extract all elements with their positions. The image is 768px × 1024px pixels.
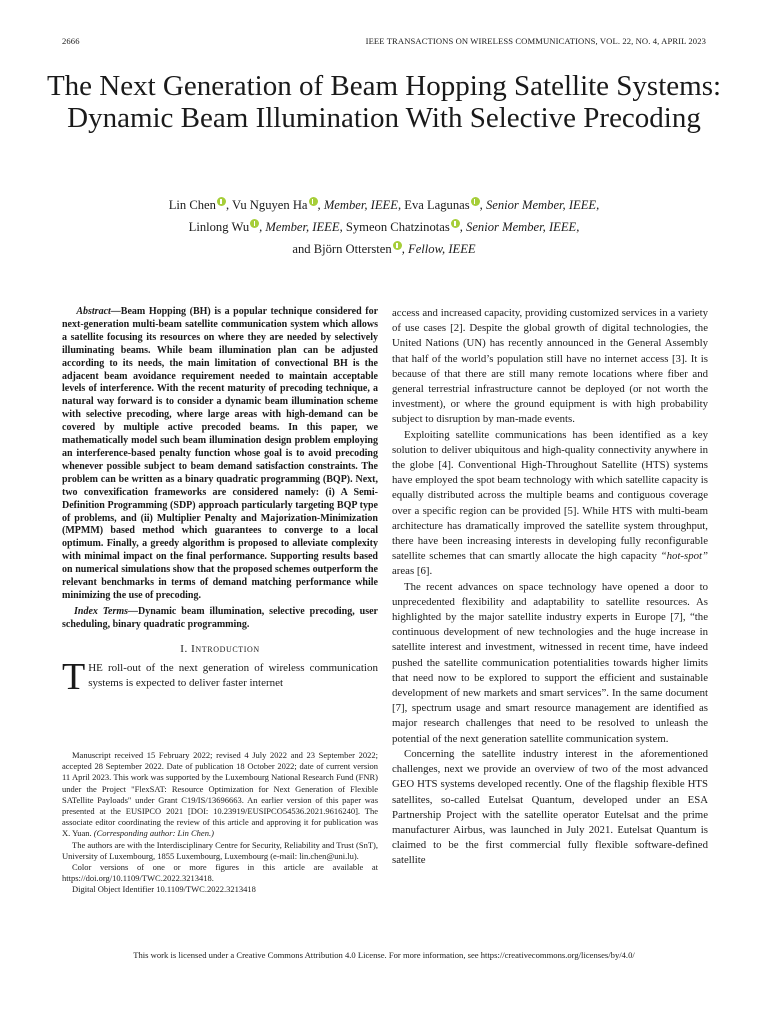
author-line-2 [40, 216, 728, 238]
abstract-text: Beam Hopping (BH) is a popular technique considered for next-generation multi-beam satellite communication system which allows a satellite focusing its resources on where they are needed by selectively illuminating beams. While beam illumination plan can be adjusted according to its needs, the main limitation of convectional BH is the adjacent beam avoidance requirement needed to maintain acceptable levels of interference. With the recent maturity of precoding technique, a natural way forward is to consider a dynamic beam illumination scheme with selective precoding, where large areas with high-demand can be covered by multiple active precoded beams. In this paper, we mathematically model such beam illumination design problem employing an interference-based penalty function whose goal is to avoid precoding whenever possible subject to beam demand satisfaction constraints. The problem can be written as a binary quadratic programming (BQP). Next, two convexification frameworks are considered namely: (i) A Semi-Definition Programming (SDP) approach particularly targeting BQP type of problems, and (ii) Multiplier Penalty and Majorization-Minimization (MPMM) based method which guarantees to converge to a local optimum. Finally, a greedy algorithm is proposed to alleviate complexity with minimal impact on the final performance. Supporting results based on numerical simulations show that the proposed schemes outperform the relevant benchmarks in terms of demand matching performance while minimizing the use of precoding. [62, 306, 379, 601]
orcid-icon[interactable] [217, 197, 226, 206]
page-number: 2666 [62, 36, 80, 46]
body-paragraph: Concerning the satellite industry interest in the aforementioned challenges, next we provide an overview of two of the most advanced GEO HTS systems developed recently. One of the flagship flexible HTS satellites, so-called Eutelsat Quantum, developed under an ESA Partnership Project with the satellite operator Eutelsat and the prime manufacturer Airbus, was launched in July 2021. Eutelsat Quantum is claimed to be the first commercial fully flexible software-defined satellite [392, 747, 708, 867]
index-terms-lead: Index Terms— [74, 605, 139, 617]
license-notice: This work is licensed under a Creative Commons Attribution 4.0 License. For more information, see https://creativecommons.org/licenses/by/4.0/ [133, 950, 635, 960]
orcid-icon[interactable] [309, 197, 318, 206]
right-column [392, 306, 708, 869]
author-line-1 [40, 194, 728, 216]
index-terms [62, 606, 378, 632]
author-membership: , Fellow, IEEE [401, 242, 476, 256]
footnote-manuscript [62, 750, 378, 840]
author-membership: , Senior Member, IEEE, [459, 220, 580, 234]
section-heading: I. Introduction [180, 642, 260, 655]
body-paragraph [392, 428, 708, 580]
orcid-icon[interactable] [393, 241, 402, 250]
footnote-affiliation: The authors are with the Interdisciplinary Centre for Security, Reliability and Trust (SnT), University of Luxembourg, 1855 Luxembourg, Luxembourg (e-mail: lin.chen@uni.lu). [62, 839, 378, 861]
author-name: , Symeon Chatzinotas [339, 220, 450, 234]
author-line-3 [40, 238, 728, 260]
left-column [62, 306, 379, 698]
footnote-color: Color versions of one or more figures in this article are available at https://doi.org/10.1109/TWC.2022.3213418. [62, 862, 378, 884]
author-name: , Vu Nguyen Ha [225, 198, 308, 212]
author-name: , Eva Lagunas [397, 198, 470, 212]
body-text: areas [6]. [392, 565, 433, 578]
body-text: Exploiting satellite communications has been identified as a key solution to deliver ubiquitous and high-quality connectivity anywhere in the globe [4]. Conventional High-Throughout Satellite (HTS) systems have employed the spot beam technology with which satellite capacity is equally distributed across the multiple beams and contiguous coverage over a specific region can be provided [5]. While HTS with multi-beam architecture has dramatically improved the satellite system throughput, there have been increasing interests in developing fully reconfigurable satellite schemes that can smartly allocate the high capacity [392, 428, 708, 563]
drop-cap: T [62, 655, 86, 698]
intro-paragraph [62, 655, 378, 698]
author-membership: , Senior Member, IEEE, [479, 198, 600, 212]
orcid-icon[interactable] [451, 219, 460, 228]
index-terms-text: Dynamic beam illumination, selective precoding, user scheduling, binary quadratic programming. [62, 605, 378, 630]
orcid-icon[interactable] [471, 197, 480, 206]
author-membership: , Member, IEEE [317, 198, 398, 212]
orcid-icon[interactable] [250, 219, 259, 228]
body-paragraph: access and increased capacity, providing customized services in a variety of use cases [2]. Despite the global growth of digital technologies, the United Nations (UN) has recently announced in the General Assembly that half of the world’s population still have no internet access [3]. It is because of that there are still many remote locations where fiber and general terrestrial infrastructure cannot be deployed (or not worth the investment), or where the ground equipment is with high probability subject to disruption by man-made events. [392, 307, 708, 426]
author-list [40, 194, 728, 260]
footnote-doi: Digital Object Identifier 10.1109/TWC.2022.3213418 [72, 884, 256, 895]
body-paragraph: The recent advances on space technology have opened a door to unprecedented flexibility and adaptability to satellite resources. As highlighted by the major satellite industry experts in Europe [7], “the continuous development of new technologies and the huge increase in satellite interest and investment, witnessed in recent time, have indeed pushed the satellite communication potentialities towards higher limits that need now to be explored to support the efficient and sustainable development of new markets and smart services”. In the same document [7], spectrum usage and smart resource management are identified as major research challenges that need to be resolved to unleash the potential of the next generation satellite communication system. [392, 580, 708, 745]
author-name: Lin Chen [168, 198, 216, 212]
footnotes [62, 750, 378, 896]
intro-text: HE roll-out of the next generation of wireless communication systems is expected to deliver faster internet [88, 661, 378, 690]
hot-spot-term: “hot-spot” [660, 550, 708, 563]
journal-name: IEEE TRANSACTIONS ON WIRELESS COMMUNICATIONS, VOL. 22, NO. 4, APRIL 2023 [365, 36, 706, 46]
corresponding-author: (Corresponding author: Lin Chen.) [93, 828, 214, 839]
author-membership: , Member, IEEE [259, 220, 340, 234]
paper-title: The Next Generation of Beam Hopping Satellite Systems: Dynamic Beam Illumination With Selective Precoding [46, 70, 722, 134]
author-name: and Björn Ottersten [292, 242, 392, 256]
footnote-manuscript-text: Manuscript received 15 February 2022; revised 4 July 2022 and 23 September 2022; accepted 28 September 2022. Date of publication 18 October 2022; date of current version 11 April 2023. This work was supported by the Luxembourg National Research Fund (FNR) under the Project "FlexSAT: Resource Optimization for Next Generation of Flexible SATellite Payloads" under Grant C19/IS/13696663. An earlier version of this paper was presented at the EUSIPCO 2021 [DOI: 10.23919/EUSIPCO54536.2021.9616240]. The associate editor coordinating the review of this article and approving it for publication was X. Yuan. [62, 750, 378, 839]
abstract-lead: Abstract— [76, 306, 121, 317]
author-name: Linlong Wu [188, 220, 250, 234]
abstract [62, 306, 378, 603]
